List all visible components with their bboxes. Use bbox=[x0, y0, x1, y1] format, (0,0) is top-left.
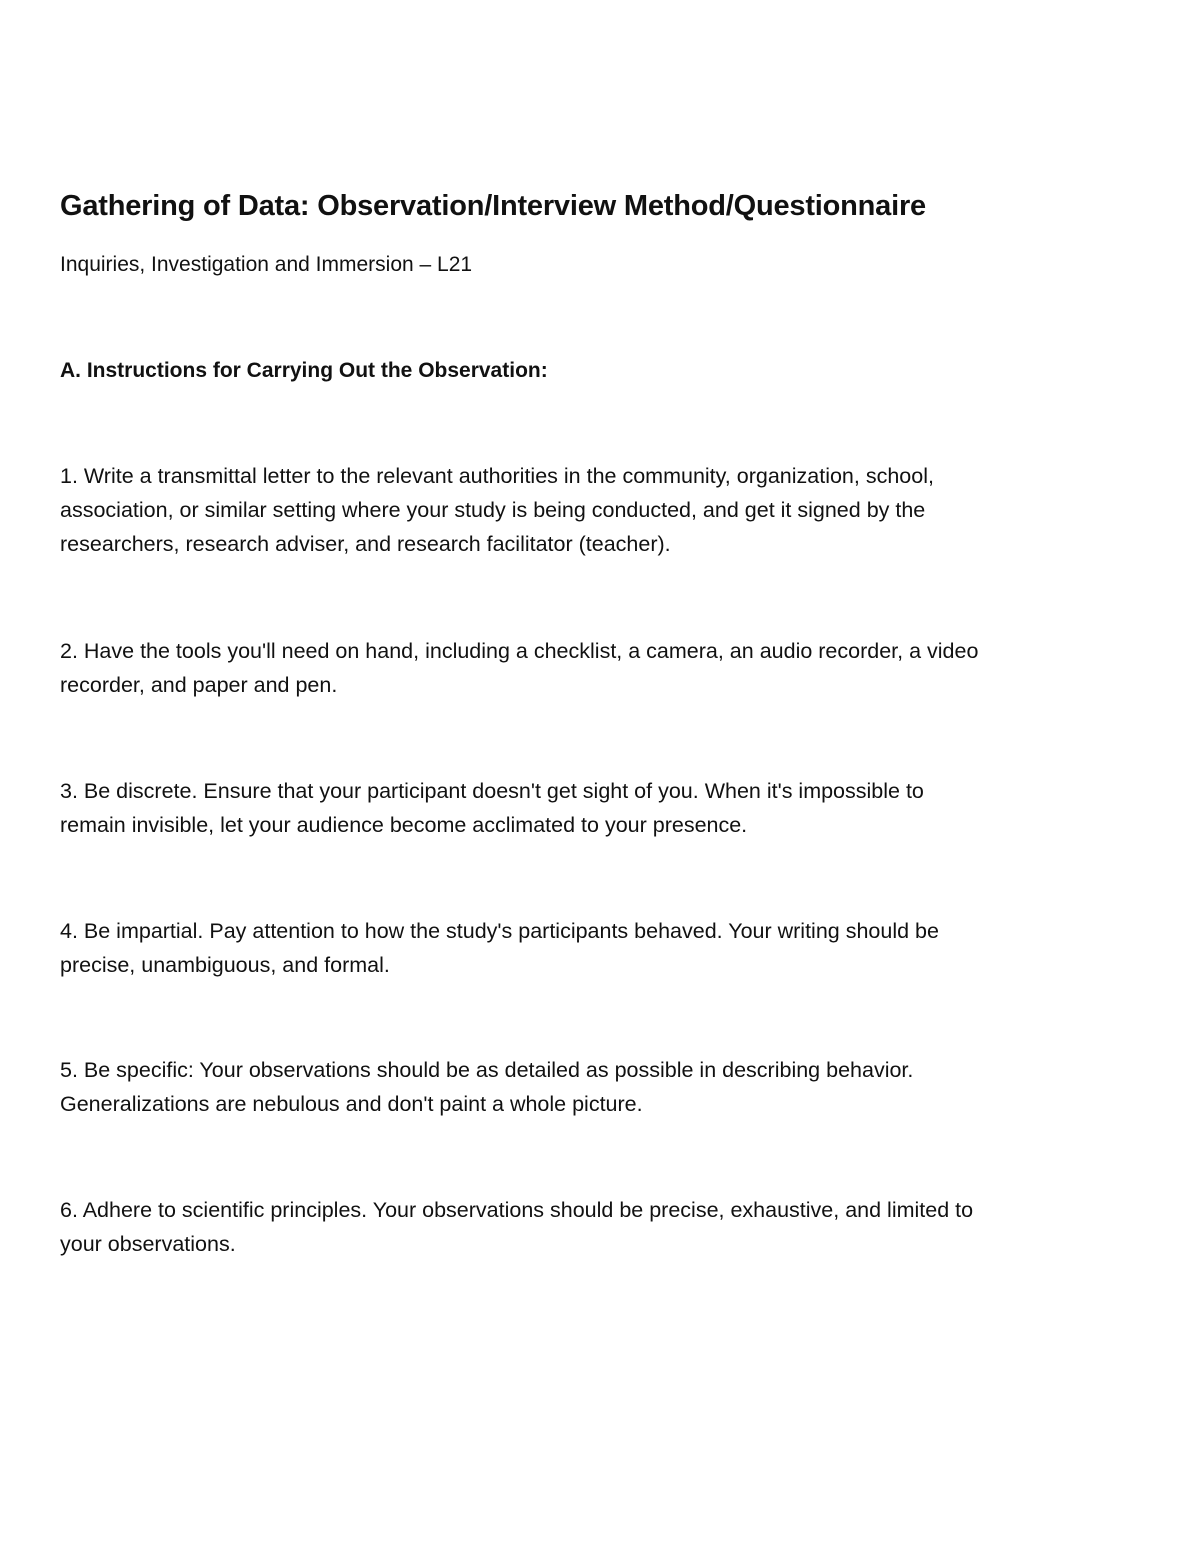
instruction-item-4 bbox=[60, 914, 1145, 982]
instruction-line: remain invisible, let your audience become acclimated to your presence. bbox=[60, 813, 748, 837]
instruction-line: association, or similar setting where your study is being conducted, and get it signed by the bbox=[60, 498, 926, 522]
instruction-line: your observations. bbox=[60, 1232, 236, 1256]
instruction-item-2 bbox=[60, 634, 1145, 702]
instruction-line: 1. Write a transmittal letter to the relevant authorities in the community, organization, school, bbox=[60, 464, 934, 488]
instruction-line: Generalizations are nebulous and don't paint a whole picture. bbox=[60, 1092, 643, 1116]
instruction-item-3 bbox=[60, 774, 1145, 842]
instruction-line: researchers, research adviser, and research facilitator (teacher). bbox=[60, 532, 671, 556]
instruction-line: 6. Adhere to scientific principles. Your observations should be precise, exhaustive, and limited to bbox=[60, 1198, 974, 1222]
document-subtitle: Inquiries, Investigation and Immersion – L21 bbox=[60, 253, 473, 276]
instruction-item-6 bbox=[60, 1193, 1145, 1261]
instruction-line: 3. Be discrete. Ensure that your participant doesn't get sight of you. When it's impossible to bbox=[60, 779, 924, 803]
instruction-line: precise, unambiguous, and formal. bbox=[60, 953, 390, 977]
instruction-item-5 bbox=[60, 1053, 1145, 1121]
instruction-line: 5. Be specific: Your observations should be as detailed as possible in describing behavior. bbox=[60, 1058, 914, 1082]
section-heading: A. Instructions for Carrying Out the Observation: bbox=[60, 359, 548, 382]
instruction-item-1 bbox=[60, 459, 1145, 561]
instruction-line: 2. Have the tools you'll need on hand, including a checklist, a camera, an audio recorder, a video bbox=[60, 639, 979, 663]
instruction-line: recorder, and paper and pen. bbox=[60, 673, 338, 697]
instruction-line: 4. Be impartial. Pay attention to how the study's participants behaved. Your writing should be bbox=[60, 919, 939, 943]
document-title: Gathering of Data: Observation/Interview Method/Questionnaire bbox=[60, 190, 926, 222]
